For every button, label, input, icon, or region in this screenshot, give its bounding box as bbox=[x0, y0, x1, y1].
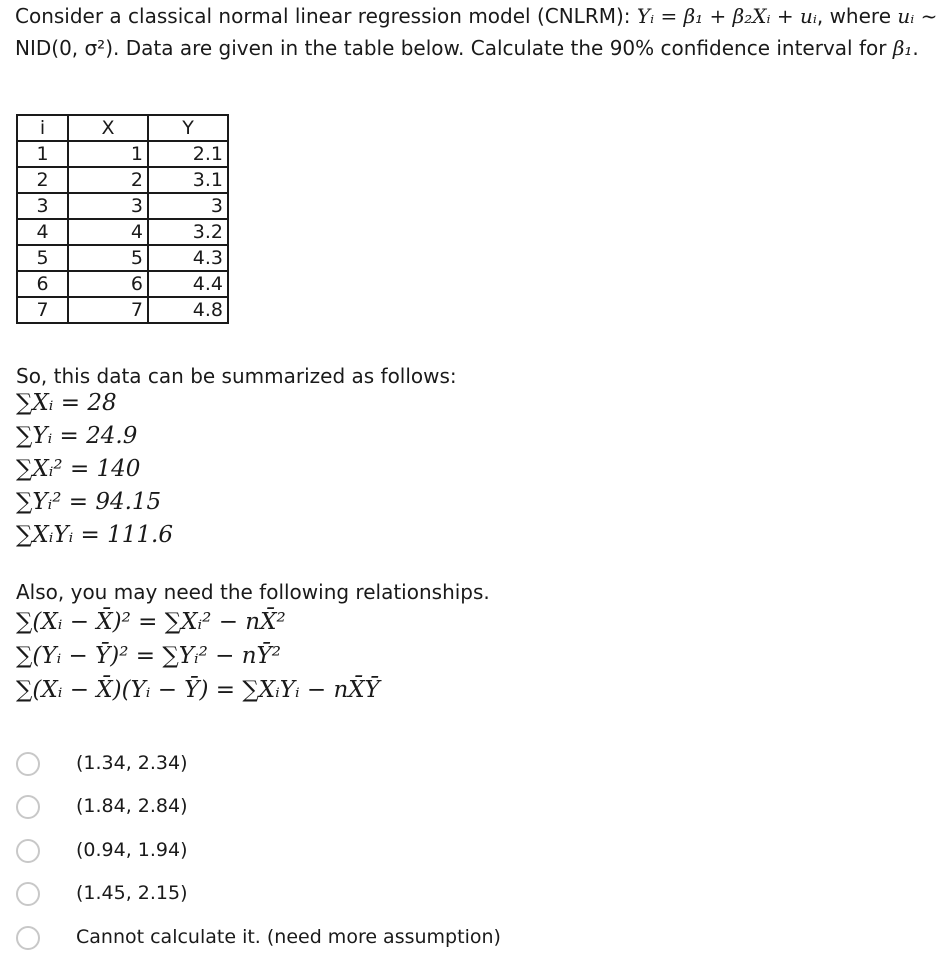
radio-button[interactable] bbox=[16, 795, 40, 819]
cell-y: 3.1 bbox=[148, 167, 228, 193]
cell-x: 1 bbox=[68, 141, 148, 167]
relationship-sxx: ∑(Xᵢ − X̄)² = ∑Xᵢ² − nX̄² bbox=[16, 609, 286, 635]
relationship-syy: ∑(Yᵢ − Ȳ)² = ∑Yᵢ² − nȲ² bbox=[16, 643, 281, 669]
relationships-intro: Also, you may need the following relationships. bbox=[16, 580, 490, 604]
table-row bbox=[17, 167, 228, 193]
cell-y: 3 bbox=[148, 193, 228, 219]
table-header-row bbox=[17, 115, 228, 141]
option-label[interactable]: (1.84, 2.84) bbox=[76, 795, 188, 817]
cell-x: 5 bbox=[68, 245, 148, 271]
cell-i: 5 bbox=[17, 245, 68, 271]
cell-i: 6 bbox=[17, 271, 68, 297]
summary-sum-x: ∑Xᵢ = 28 bbox=[16, 390, 117, 416]
cell-i: 2 bbox=[17, 167, 68, 193]
option-label[interactable]: (0.94, 1.94) bbox=[76, 839, 188, 861]
question-line-2: NID(0, σ²). Data are given in the table below. Calculate the 90% confidence interval for β₁. bbox=[15, 36, 919, 60]
cell-i: 7 bbox=[17, 297, 68, 323]
cell-i: 1 bbox=[17, 141, 68, 167]
cell-y: 3.2 bbox=[148, 219, 228, 245]
cell-i: 4 bbox=[17, 219, 68, 245]
cell-y: 4.3 bbox=[148, 245, 228, 271]
question-text bbox=[15, 0, 937, 64]
summary-intro: So, this data can be summarized as follows: bbox=[16, 364, 457, 388]
table-row bbox=[17, 193, 228, 219]
table-row bbox=[17, 219, 228, 245]
column-header-x: X bbox=[68, 115, 148, 141]
table-row bbox=[17, 245, 228, 271]
cell-x: 3 bbox=[68, 193, 148, 219]
option-label[interactable]: Cannot calculate it. (need more assumption) bbox=[76, 926, 501, 948]
relationship-sxy: ∑(Xᵢ − X̄)(Yᵢ − Ȳ) = ∑XᵢYᵢ − nX̄Ȳ bbox=[16, 677, 380, 703]
cell-x: 2 bbox=[68, 167, 148, 193]
question-line-1: Consider a classical normal linear regression model (CNLRM): Yᵢ = β₁ + β₂Xᵢ + uᵢ, where uᵢ ~ bbox=[15, 4, 937, 28]
radio-button[interactable] bbox=[16, 882, 40, 906]
cell-y: 4.4 bbox=[148, 271, 228, 297]
summary-sum-y: ∑Yᵢ = 24.9 bbox=[16, 423, 138, 449]
radio-button[interactable] bbox=[16, 926, 40, 950]
radio-button[interactable] bbox=[16, 839, 40, 863]
summary-sum-y-squared: ∑Yᵢ² = 94.15 bbox=[16, 489, 162, 515]
option-label[interactable]: (1.45, 2.15) bbox=[76, 882, 188, 904]
table-row bbox=[17, 141, 228, 167]
table-row bbox=[17, 271, 228, 297]
table-row bbox=[17, 297, 228, 323]
cell-x: 7 bbox=[68, 297, 148, 323]
cell-x: 4 bbox=[68, 219, 148, 245]
cell-x: 6 bbox=[68, 271, 148, 297]
summary-sum-x-squared: ∑Xᵢ² = 140 bbox=[16, 456, 141, 482]
summary-sum-xy: ∑XᵢYᵢ = 111.6 bbox=[16, 522, 173, 548]
cell-y: 4.8 bbox=[148, 297, 228, 323]
column-header-i: i bbox=[17, 115, 68, 141]
column-header-y: Y bbox=[148, 115, 228, 141]
radio-button[interactable] bbox=[16, 752, 40, 776]
cell-y: 2.1 bbox=[148, 141, 228, 167]
option-label[interactable]: (1.34, 2.34) bbox=[76, 752, 188, 774]
data-table bbox=[16, 114, 229, 324]
cell-i: 3 bbox=[17, 193, 68, 219]
